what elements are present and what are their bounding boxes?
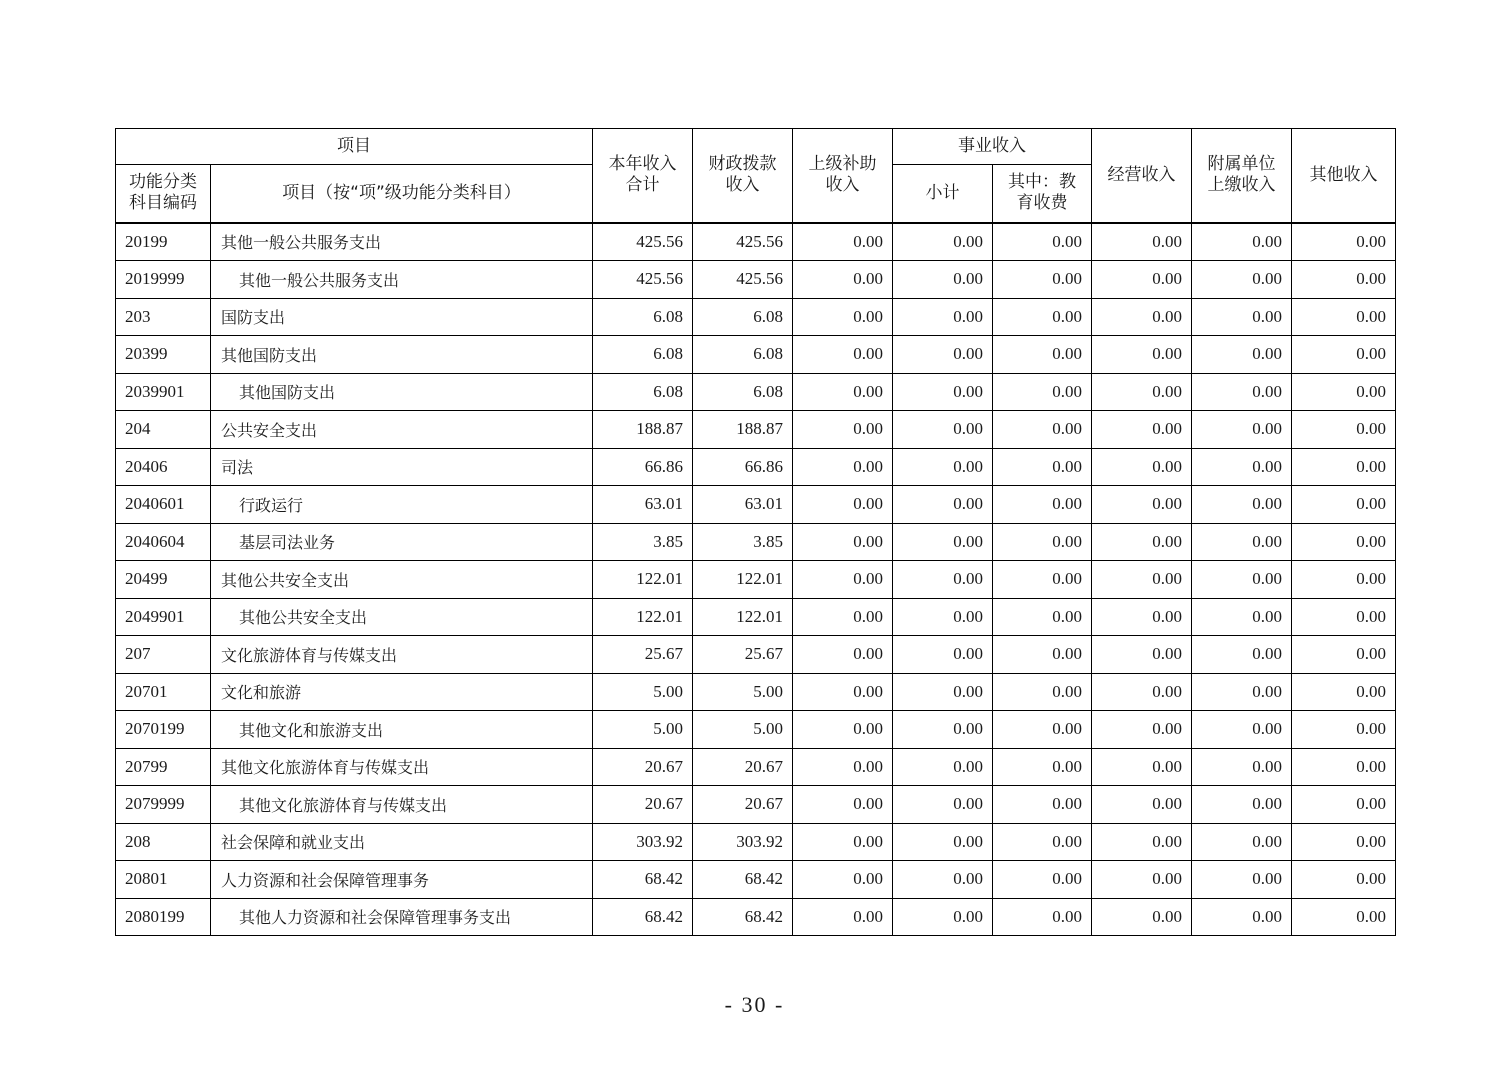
row-name: 其他公共安全支出 [211,598,593,636]
table-row [116,261,1396,299]
row-business-subtotal: 0.00 [893,261,993,299]
header-total [593,129,693,223]
row-affiliated: 0.00 [1192,261,1292,299]
header-operating: 经营收入 [1092,129,1192,223]
row-fiscal: 5.00 [693,711,793,749]
header-business: 事业收入 [893,129,1092,165]
row-name: 其他国防支出 [211,336,593,374]
header-business-edu [993,165,1092,223]
income-table [115,128,1396,936]
row-business-edu: 0.00 [993,373,1092,411]
row-code: 2039901 [116,373,211,411]
row-superior: 0.00 [793,748,893,786]
row-business-edu: 0.00 [993,261,1092,299]
row-affiliated: 0.00 [1192,411,1292,449]
row-other: 0.00 [1292,598,1396,636]
row-other: 0.00 [1292,523,1396,561]
header-business-edu-text: 其中：教育收费 [1008,172,1076,214]
row-business-subtotal: 0.00 [893,823,993,861]
row-operating: 0.00 [1092,748,1192,786]
row-superior: 0.00 [793,411,893,449]
row-other: 0.00 [1292,298,1396,336]
header-affiliated [1192,129,1292,223]
row-business-subtotal: 0.00 [893,448,993,486]
row-other: 0.00 [1292,486,1396,524]
row-operating: 0.00 [1092,223,1192,261]
income-table-container [115,128,1395,936]
row-fiscal: 20.67 [693,748,793,786]
row-superior: 0.00 [793,486,893,524]
row-operating: 0.00 [1092,636,1192,674]
row-name: 其他文化旅游体育与传媒支出 [211,786,593,824]
table-row [116,823,1396,861]
row-operating: 0.00 [1092,711,1192,749]
row-business-subtotal: 0.00 [893,748,993,786]
row-total: 122.01 [593,561,693,599]
row-total: 425.56 [593,261,693,299]
header-code-text: 功能分类科目编码 [129,172,197,214]
row-name: 其他文化旅游体育与传媒支出 [211,748,593,786]
row-fiscal: 63.01 [693,486,793,524]
row-operating: 0.00 [1092,373,1192,411]
row-business-edu: 0.00 [993,298,1092,336]
row-code: 2049901 [116,598,211,636]
row-name: 其他文化和旅游支出 [211,711,593,749]
row-name: 社会保障和就业支出 [211,823,593,861]
row-code: 20799 [116,748,211,786]
row-affiliated: 0.00 [1192,673,1292,711]
row-business-edu: 0.00 [993,711,1092,749]
row-name: 国防支出 [211,298,593,336]
row-fiscal: 3.85 [693,523,793,561]
header-project: 项目 [116,129,593,165]
row-fiscal: 6.08 [693,373,793,411]
row-fiscal: 5.00 [693,673,793,711]
row-code: 20499 [116,561,211,599]
row-superior: 0.00 [793,298,893,336]
header-superior [793,129,893,223]
row-business-edu: 0.00 [993,561,1092,599]
row-operating: 0.00 [1092,898,1192,936]
row-operating: 0.00 [1092,823,1192,861]
row-total: 122.01 [593,598,693,636]
table-row [116,748,1396,786]
row-fiscal: 425.56 [693,261,793,299]
row-business-subtotal: 0.00 [893,223,993,261]
row-business-edu: 0.00 [993,898,1092,936]
row-total: 6.08 [593,336,693,374]
row-fiscal: 20.67 [693,786,793,824]
row-total: 20.67 [593,748,693,786]
row-business-subtotal: 0.00 [893,673,993,711]
table-row [116,448,1396,486]
row-total: 68.42 [593,861,693,899]
row-code: 20399 [116,336,211,374]
row-name: 其他一般公共服务支出 [211,223,593,261]
table-row [116,298,1396,336]
row-name: 文化和旅游 [211,673,593,711]
table-row [116,373,1396,411]
row-name: 其他人力资源和社会保障管理事务支出 [211,898,593,936]
row-other: 0.00 [1292,861,1396,899]
row-fiscal: 122.01 [693,561,793,599]
table-body [116,223,1396,936]
row-business-edu: 0.00 [993,673,1092,711]
row-affiliated: 0.00 [1192,748,1292,786]
row-total: 20.67 [593,786,693,824]
row-operating: 0.00 [1092,673,1192,711]
table-row [116,636,1396,674]
row-fiscal: 425.56 [693,223,793,261]
row-superior: 0.00 [793,373,893,411]
row-superior: 0.00 [793,898,893,936]
row-affiliated: 0.00 [1192,561,1292,599]
row-name: 基层司法业务 [211,523,593,561]
table-row [116,673,1396,711]
row-affiliated: 0.00 [1192,823,1292,861]
row-operating: 0.00 [1092,336,1192,374]
row-total: 5.00 [593,711,693,749]
row-business-edu: 0.00 [993,861,1092,899]
row-other: 0.00 [1292,561,1396,599]
row-superior: 0.00 [793,261,893,299]
row-superior: 0.00 [793,823,893,861]
row-superior: 0.00 [793,636,893,674]
row-affiliated: 0.00 [1192,223,1292,261]
row-business-edu: 0.00 [993,598,1092,636]
row-affiliated: 0.00 [1192,523,1292,561]
row-business-subtotal: 0.00 [893,786,993,824]
table-row [116,786,1396,824]
row-other: 0.00 [1292,748,1396,786]
row-other: 0.00 [1292,411,1396,449]
row-total: 68.42 [593,898,693,936]
row-code: 20199 [116,223,211,261]
row-fiscal: 68.42 [693,861,793,899]
header-total-text: 本年收入合计 [608,154,677,196]
row-other: 0.00 [1292,786,1396,824]
row-affiliated: 0.00 [1192,861,1292,899]
row-total: 6.08 [593,373,693,411]
row-business-subtotal: 0.00 [893,711,993,749]
row-business-subtotal: 0.00 [893,373,993,411]
header-name [211,165,593,223]
row-other: 0.00 [1292,373,1396,411]
row-fiscal: 122.01 [693,598,793,636]
row-superior: 0.00 [793,711,893,749]
row-superior: 0.00 [793,861,893,899]
row-business-subtotal: 0.00 [893,336,993,374]
table-row [116,898,1396,936]
row-affiliated: 0.00 [1192,636,1292,674]
table-row [116,336,1396,374]
row-other: 0.00 [1292,823,1396,861]
row-affiliated: 0.00 [1192,448,1292,486]
row-superior: 0.00 [793,448,893,486]
row-name: 公共安全支出 [211,411,593,449]
row-other: 0.00 [1292,711,1396,749]
row-affiliated: 0.00 [1192,486,1292,524]
row-business-edu: 0.00 [993,486,1092,524]
row-operating: 0.00 [1092,861,1192,899]
row-other: 0.00 [1292,636,1396,674]
row-total: 425.56 [593,223,693,261]
row-fiscal: 303.92 [693,823,793,861]
row-other: 0.00 [1292,898,1396,936]
row-superior: 0.00 [793,561,893,599]
row-business-subtotal: 0.00 [893,561,993,599]
row-name: 其他一般公共服务支出 [211,261,593,299]
row-other: 0.00 [1292,673,1396,711]
row-business-edu: 0.00 [993,223,1092,261]
row-operating: 0.00 [1092,561,1192,599]
row-business-subtotal: 0.00 [893,861,993,899]
row-fiscal: 66.86 [693,448,793,486]
row-superior: 0.00 [793,598,893,636]
table-row [116,598,1396,636]
row-operating: 0.00 [1092,598,1192,636]
row-name: 行政运行 [211,486,593,524]
table-header [116,129,1396,223]
row-operating: 0.00 [1092,448,1192,486]
table-row [116,561,1396,599]
row-code: 2070199 [116,711,211,749]
row-code: 203 [116,298,211,336]
row-code: 204 [116,411,211,449]
header-affiliated-text: 附属单位上缴收入 [1207,154,1276,196]
row-business-subtotal: 0.00 [893,523,993,561]
row-fiscal: 6.08 [693,336,793,374]
row-business-edu: 0.00 [993,748,1092,786]
header-fiscal-text: 财政拨款收入 [708,154,777,196]
row-affiliated: 0.00 [1192,786,1292,824]
row-total: 25.67 [593,636,693,674]
row-code: 2080199 [116,898,211,936]
table-row [116,223,1396,261]
row-total: 63.01 [593,486,693,524]
table-row [116,411,1396,449]
row-fiscal: 188.87 [693,411,793,449]
row-affiliated: 0.00 [1192,373,1292,411]
row-operating: 0.00 [1092,786,1192,824]
table-row [116,486,1396,524]
row-business-subtotal: 0.00 [893,598,993,636]
row-code: 20801 [116,861,211,899]
row-affiliated: 0.00 [1192,898,1292,936]
row-business-edu: 0.00 [993,336,1092,374]
row-affiliated: 0.00 [1192,336,1292,374]
row-business-edu: 0.00 [993,636,1092,674]
row-code: 20406 [116,448,211,486]
row-affiliated: 0.00 [1192,598,1292,636]
row-business-edu: 0.00 [993,448,1092,486]
row-business-edu: 0.00 [993,523,1092,561]
row-operating: 0.00 [1092,298,1192,336]
row-name: 司法 [211,448,593,486]
row-name: 其他国防支出 [211,373,593,411]
row-code: 2040601 [116,486,211,524]
row-business-edu: 0.00 [993,823,1092,861]
row-business-subtotal: 0.00 [893,298,993,336]
row-name: 文化旅游体育与传媒支出 [211,636,593,674]
row-superior: 0.00 [793,336,893,374]
row-operating: 0.00 [1092,486,1192,524]
row-superior: 0.00 [793,223,893,261]
row-operating: 0.00 [1092,523,1192,561]
row-fiscal: 68.42 [693,898,793,936]
row-other: 0.00 [1292,336,1396,374]
row-code: 2019999 [116,261,211,299]
header-fiscal [693,129,793,223]
row-superior: 0.00 [793,786,893,824]
header-name-text: 项目（按“项”级功能分类科目） [282,182,521,203]
row-fiscal: 6.08 [693,298,793,336]
table-row [116,861,1396,899]
row-code: 208 [116,823,211,861]
row-code: 20701 [116,673,211,711]
row-name: 人力资源和社会保障管理事务 [211,861,593,899]
row-fiscal: 25.67 [693,636,793,674]
page-number: - 30 - [724,992,785,1017]
row-business-subtotal: 0.00 [893,411,993,449]
table-row [116,711,1396,749]
row-business-subtotal: 0.00 [893,636,993,674]
header-superior-text: 上级补助收入 [808,154,877,196]
row-code: 207 [116,636,211,674]
row-operating: 0.00 [1092,411,1192,449]
row-superior: 0.00 [793,523,893,561]
row-other: 0.00 [1292,261,1396,299]
header-code [116,165,211,223]
row-name: 其他公共安全支出 [211,561,593,599]
row-other: 0.00 [1292,448,1396,486]
row-total: 303.92 [593,823,693,861]
row-code: 2040604 [116,523,211,561]
row-business-subtotal: 0.00 [893,898,993,936]
row-business-edu: 0.00 [993,411,1092,449]
row-operating: 0.00 [1092,261,1192,299]
row-business-edu: 0.00 [993,786,1092,824]
table-row [116,523,1396,561]
header-other: 其他收入 [1292,129,1396,223]
row-total: 188.87 [593,411,693,449]
row-affiliated: 0.00 [1192,711,1292,749]
row-total: 3.85 [593,523,693,561]
row-superior: 0.00 [793,673,893,711]
row-code: 2079999 [116,786,211,824]
row-total: 5.00 [593,673,693,711]
row-total: 6.08 [593,298,693,336]
row-other: 0.00 [1292,223,1396,261]
header-business-subtotal: 小计 [893,165,993,223]
row-total: 66.86 [593,448,693,486]
row-affiliated: 0.00 [1192,298,1292,336]
row-business-subtotal: 0.00 [893,486,993,524]
